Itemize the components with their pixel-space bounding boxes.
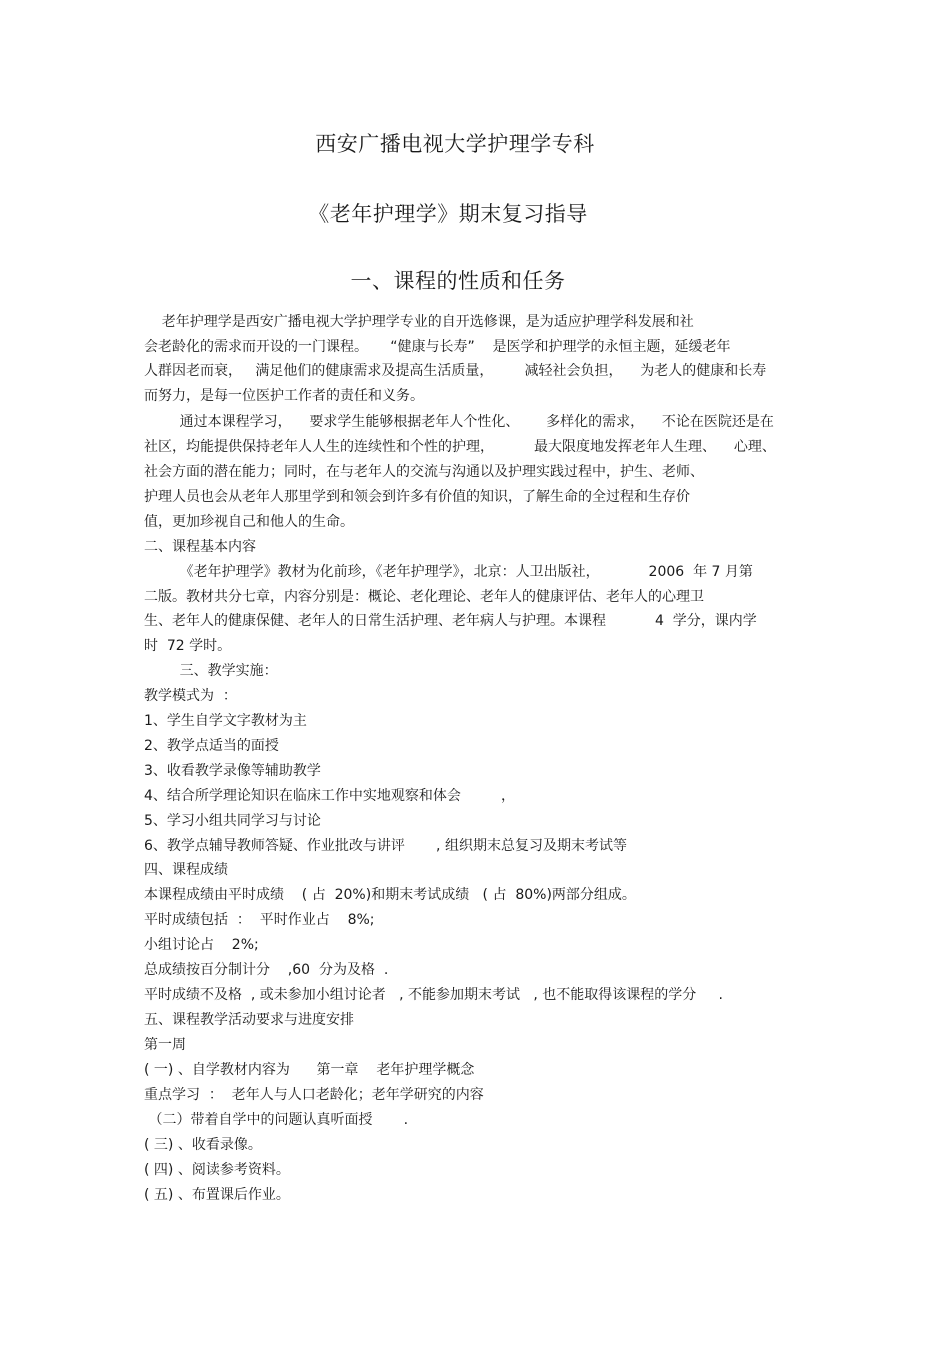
section-heading-basic-content: 二、课程基本内容 [144,539,256,555]
body-line: 教学模式为 ： [144,688,237,704]
body-line: 第一周 [144,1037,186,1053]
body-line: 值，更加珍视自己和他人的生命。 [144,514,354,530]
list-item: ( 五) 、布置课后作业。 [144,1187,290,1203]
section-heading-schedule: 五、课程教学活动要求与进度安排 [144,1012,354,1028]
list-item: 5、学习小组共同学习与讨论 [144,813,321,829]
body-line: 《老年护理学》教材为化前珍，《老年护理学》，北京：人卫出版社， 2006 年 7 月第 [144,564,753,580]
document-title-school: 西安广播电视大学护理学专科 [315,132,595,156]
section-heading-implementation: 三、教学实施： [144,663,278,679]
body-line: 重点学习 ： 老年人与人口老龄化；老年学研究的内容 [144,1087,484,1103]
body-line: 生、老年人的健康保健、老年人的日常生活护理、老年病人与护理。本课程 4 学分，课内学 [144,613,757,629]
body-line: 老年护理学是西安广播电视大学护理学专业的自开选修课，是为适应护理学科发展和社 [144,314,694,330]
document-title-course: 《老年护理学》期末复习指导 [308,202,588,226]
body-line: 会老龄化的需求而开设的一门课程。 “健康与长寿” 是医学和护理学的永恒主题，延缓老年 [144,339,731,355]
body-line: 平时成绩包括 ： 平时作业占 8%; [144,912,375,928]
list-item: 3、收看教学录像等辅助教学 [144,763,321,779]
body-line: 社区，均能提供保持老年人人生的连续性和个性的护理， 最大限度地发挥老年人生理、 心理、 [144,439,776,455]
body-line: 本课程成绩由平时成绩 ( 占 20%)和期末考试成绩 ( 占 80%)两部分组成。 [144,887,636,903]
body-line: 二版。教材共分七章，内容分别是：概论、老化理论、老年人的健康评估、老年人的心理卫 [144,589,704,605]
list-item: 1、学生自学文字教材为主 [144,713,307,729]
body-line: 社会方面的潜在能力；同时，在与老年人的交流与沟通以及护理实践过程中，护生、老师、 [144,464,704,480]
body-line: 小组讨论占 2%; [144,937,259,953]
body-line: 人群因老而衰， 满足他们的健康需求及提高生活质量， 减轻社会负担， 为老人的健康和长寿 [144,363,767,379]
body-line: 通过本课程学习， 要求学生能够根据老年人个性化、 多样化的需求， 不论在医院还是在 [144,414,774,430]
list-item: 4、结合所学理论知识在临床工作中实地观察和体会 ， [144,788,515,804]
section-heading-nature-and-task: 一、课程的性质和任务 [350,269,566,293]
body-line: 总成绩按百分制计分 ,60 分为及格 . [144,962,389,978]
section-heading-grades: 四、课程成绩 [144,862,228,878]
list-item: （二）带着自学中的问题认真听面授 . [144,1112,409,1128]
body-line: 而努力，是每一位医护工作者的责任和义务。 [144,388,424,404]
list-item: 6、教学点辅导教师答疑、作业批改与讲评 , 组织期末总复习及期末考试等 [144,838,627,854]
body-line: 护理人员也会从老年人那里学到和领会到许多有价值的知识，了解生命的全过程和生存价 [144,489,690,505]
list-item: ( 三) 、收看录像。 [144,1137,262,1153]
body-line: 平时成绩不及格 , 或未参加小组讨论者 , 不能参加期末考试 , 也不能取得该课程的学分 . [144,987,724,1003]
list-item: ( 四) 、阅读参考资料。 [144,1162,290,1178]
body-line: 时 72 学时。 [144,638,232,654]
list-item: 2、教学点适当的面授 [144,738,279,754]
list-item: ( 一) 、自学教材内容为 第一章 老年护理学概念 [144,1062,475,1078]
